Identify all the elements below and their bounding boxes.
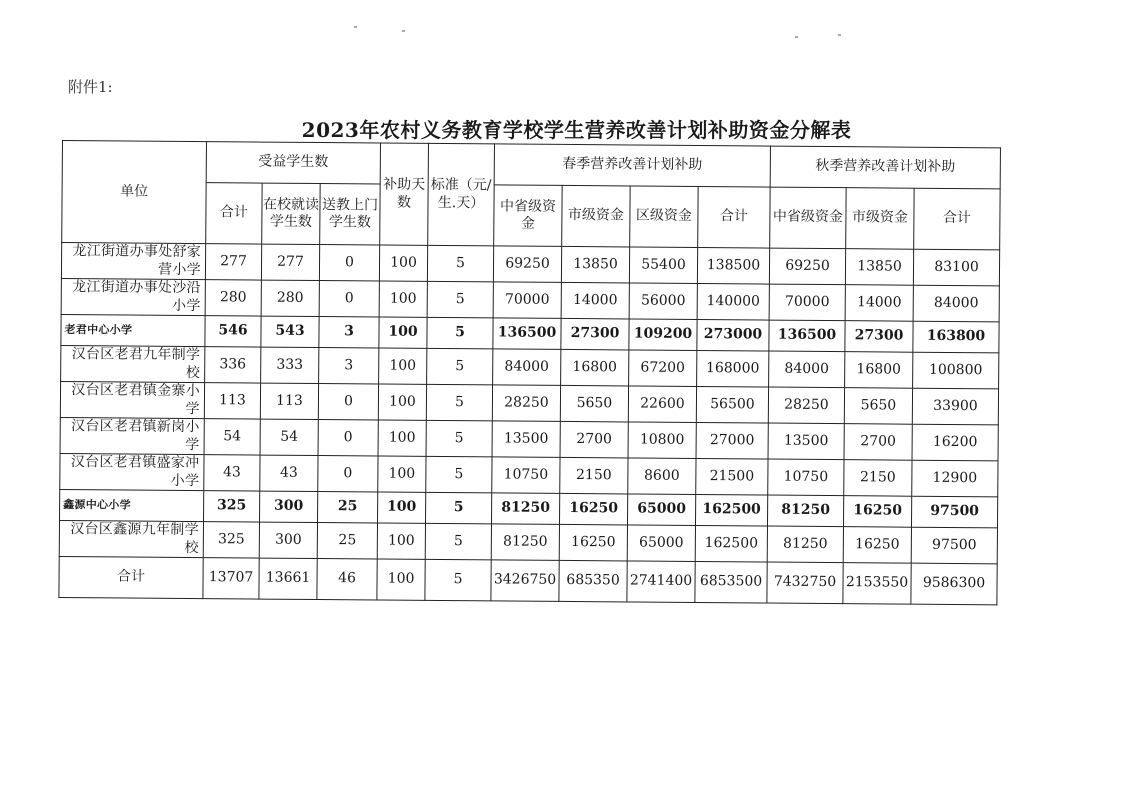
header-autumn-group: 秋季营养改善计划补助 — [770, 146, 1000, 189]
scan-speck — [354, 26, 357, 28]
cell-in-school: 300 — [260, 491, 318, 522]
cell-autumn-city: 27300 — [845, 321, 913, 353]
cell-days: 100 — [379, 281, 427, 317]
cell-spring-city: 2700 — [560, 421, 628, 458]
cell-autumn-central: 136500 — [769, 320, 845, 352]
cell-autumn-central: 13500 — [768, 423, 844, 460]
cell-spring-central: 81250 — [491, 524, 559, 561]
cell-unit: 龙江街道办事处沙沿小学 — [61, 278, 205, 315]
subsidy-table — [58, 140, 1001, 605]
header-unit: 单位 — [62, 141, 207, 244]
cell-autumn-total: 84000 — [913, 285, 999, 322]
cell-days: 100 — [378, 384, 426, 420]
cell-spring-district: 65000 — [627, 494, 695, 526]
cell-standard: 5 — [426, 456, 492, 493]
cell-spring-district: 55400 — [629, 247, 697, 284]
cell-autumn-total: 97500 — [911, 527, 997, 564]
cell-autumn-total: 33900 — [912, 388, 998, 425]
cell-autumn-city: 16800 — [845, 352, 913, 389]
cell-unit: 老君中心小学 — [61, 314, 205, 346]
header-spring-total: 合计 — [698, 186, 770, 248]
cell-spring-central: 13500 — [492, 421, 560, 458]
cell-autumn-central: 81250 — [767, 526, 843, 563]
cell-days: 100 — [379, 245, 427, 281]
cell-spring-central: 69250 — [493, 246, 561, 283]
header-spring-central: 中省级资金 — [494, 185, 562, 247]
cell-students: 113 — [204, 383, 260, 419]
total-row — [59, 556, 997, 604]
cell-total-spring-central: 3426750 — [491, 560, 559, 602]
scan-speck — [838, 34, 841, 36]
header-days: 补助天数 — [380, 143, 429, 245]
cell-spring-central: 28250 — [492, 385, 560, 422]
header-autumn-central: 中省级资金 — [770, 187, 846, 249]
cell-spring-total: 138500 — [697, 247, 769, 284]
cell-days: 100 — [379, 348, 427, 384]
cell-autumn-total: 83100 — [913, 249, 999, 286]
cell-standard: 5 — [426, 384, 492, 421]
cell-unit: 龙江街道办事处舒家营小学 — [61, 243, 205, 280]
cell-unit: 汉台区鑫源九年制学校 — [59, 520, 203, 557]
cell-autumn-city: 16250 — [843, 527, 911, 564]
cell-total-days: 100 — [377, 559, 425, 600]
cell-standard: 5 — [427, 317, 493, 349]
cell-total-delivery: 46 — [317, 559, 377, 600]
cell-days: 100 — [377, 523, 425, 559]
cell-autumn-central: 69250 — [769, 248, 845, 285]
header-home-delivery: 送教上门学生数 — [320, 184, 380, 245]
cell-spring-district: 22600 — [628, 386, 696, 423]
header-spring-city: 市级资金 — [562, 185, 630, 247]
cell-standard: 5 — [427, 281, 493, 318]
cell-spring-district: 8600 — [628, 458, 696, 495]
cell-unit: 汉台区老君镇新岗小学 — [60, 417, 204, 454]
cell-in-school: 43 — [260, 455, 318, 491]
cell-students: 280 — [205, 280, 261, 316]
cell-total-label: 合计 — [59, 556, 203, 598]
header-autumn-city: 市级资金 — [846, 188, 914, 250]
cell-spring-city: 13850 — [561, 246, 629, 283]
cell-standard: 5 — [427, 348, 493, 385]
cell-days: 100 — [378, 420, 426, 456]
cell-in-school: 333 — [261, 347, 319, 383]
cell-unit: 汉台区老君镇盛家冲小学 — [60, 453, 204, 490]
cell-spring-central: 10750 — [492, 457, 560, 494]
header-standard: 标准（元/生.天） — [428, 143, 495, 246]
cell-autumn-total: 100800 — [913, 352, 999, 389]
cell-total-students: 13707 — [203, 558, 259, 599]
cell-delivery: 25 — [317, 523, 377, 559]
cell-spring-city: 2150 — [560, 457, 628, 494]
cell-autumn-central: 28250 — [768, 387, 844, 424]
cell-spring-total: 162500 — [695, 525, 767, 562]
cell-in-school: 543 — [261, 316, 319, 347]
cell-total-standard: 5 — [425, 559, 491, 601]
cell-spring-district: 56000 — [629, 283, 697, 320]
cell-students: 277 — [205, 244, 261, 280]
cell-spring-district: 10800 — [628, 422, 696, 459]
cell-in-school: 277 — [261, 244, 319, 280]
cell-spring-city: 14000 — [561, 282, 629, 319]
header-spring-group: 春季营养改善计划补助 — [494, 144, 770, 187]
cell-spring-central: 81250 — [491, 493, 559, 525]
cell-unit: 汉台区老君镇金寨小学 — [60, 381, 204, 418]
cell-students: 546 — [205, 316, 261, 347]
cell-spring-total: 273000 — [697, 319, 769, 351]
header-spring-district: 区级资金 — [630, 186, 698, 248]
cell-students: 43 — [204, 455, 260, 491]
header-row-1 — [62, 141, 1000, 189]
cell-students: 325 — [203, 522, 259, 558]
cell-in-school: 113 — [260, 383, 318, 419]
cell-standard: 5 — [427, 245, 493, 282]
cell-total-autumn-central: 7432750 — [767, 562, 843, 604]
cell-spring-total: 168000 — [697, 350, 769, 387]
cell-spring-city: 16800 — [561, 349, 629, 386]
header-students-group: 受益学生数 — [206, 142, 380, 184]
cell-delivery: 0 — [319, 245, 379, 281]
cell-autumn-central: 10750 — [768, 459, 844, 496]
cell-spring-city: 5650 — [560, 385, 628, 422]
cell-autumn-total: 12900 — [912, 460, 998, 497]
cell-delivery: 0 — [318, 420, 378, 456]
header-autumn-total: 合计 — [914, 188, 1000, 250]
cell-spring-district: 109200 — [629, 319, 697, 351]
cell-unit: 鑫源中心小学 — [60, 489, 204, 521]
cell-days: 100 — [378, 456, 426, 492]
scan-speck — [795, 36, 798, 38]
cell-autumn-city: 2700 — [844, 424, 912, 461]
cell-autumn-city: 13850 — [845, 249, 913, 286]
cell-spring-total: 27000 — [696, 422, 768, 459]
cell-spring-central: 136500 — [493, 318, 561, 350]
cell-total-in-school: 13661 — [259, 558, 317, 599]
cell-in-school: 54 — [260, 419, 318, 455]
cell-total-spring-district: 2741400 — [627, 561, 695, 603]
cell-standard: 5 — [426, 492, 492, 524]
cell-delivery: 0 — [319, 281, 379, 317]
cell-in-school: 280 — [261, 280, 319, 316]
cell-autumn-city: 16250 — [843, 496, 911, 528]
cell-autumn-total: 97500 — [911, 496, 997, 528]
cell-autumn-city: 14000 — [845, 285, 913, 322]
cell-in-school: 300 — [259, 522, 317, 558]
header-students-total: 合计 — [206, 183, 262, 244]
cell-standard: 5 — [425, 523, 491, 560]
cell-total-autumn-total: 9586300 — [911, 563, 997, 605]
cell-spring-total: 162500 — [695, 494, 767, 526]
cell-spring-city: 16250 — [559, 493, 627, 525]
cell-days: 100 — [378, 492, 426, 523]
cell-spring-district: 65000 — [627, 525, 695, 562]
cell-days: 100 — [379, 317, 427, 348]
cell-spring-total: 140000 — [697, 283, 769, 320]
cell-autumn-central: 70000 — [769, 284, 845, 321]
cell-autumn-total: 163800 — [913, 321, 999, 353]
cell-delivery: 3 — [319, 348, 379, 384]
cell-delivery: 3 — [319, 317, 379, 348]
cell-standard: 5 — [426, 420, 492, 457]
cell-delivery: 0 — [318, 456, 378, 492]
cell-autumn-city: 2150 — [844, 460, 912, 497]
cell-spring-central: 84000 — [493, 349, 561, 386]
cell-spring-district: 67200 — [629, 350, 697, 387]
cell-total-autumn-city: 2153550 — [843, 563, 911, 605]
cell-autumn-central: 84000 — [769, 351, 845, 388]
cell-students: 325 — [204, 491, 260, 522]
header-in-school: 在校就读学生数 — [262, 183, 320, 244]
scan-speck — [402, 30, 405, 32]
cell-delivery: 0 — [318, 384, 378, 420]
cell-delivery: 25 — [318, 492, 378, 523]
cell-total-spring-total: 6853500 — [695, 561, 767, 603]
attachment-label: 附件1: — [68, 78, 113, 96]
cell-students: 54 — [204, 419, 260, 455]
cell-autumn-total: 16200 — [912, 424, 998, 461]
cell-unit: 汉台区老君九年制学校 — [61, 345, 205, 382]
cell-students: 336 — [205, 347, 261, 383]
page-title: 2023年农村义务教育学校学生营养改善计划补助资金分解表 — [301, 118, 852, 142]
cell-autumn-city: 5650 — [844, 388, 912, 425]
cell-spring-total: 56500 — [696, 386, 768, 423]
cell-total-spring-city: 685350 — [559, 560, 627, 602]
cell-spring-city: 27300 — [561, 318, 629, 350]
cell-spring-city: 16250 — [559, 524, 627, 561]
cell-autumn-central: 81250 — [767, 495, 843, 527]
cell-spring-central: 70000 — [493, 282, 561, 319]
cell-spring-total: 21500 — [696, 458, 768, 495]
